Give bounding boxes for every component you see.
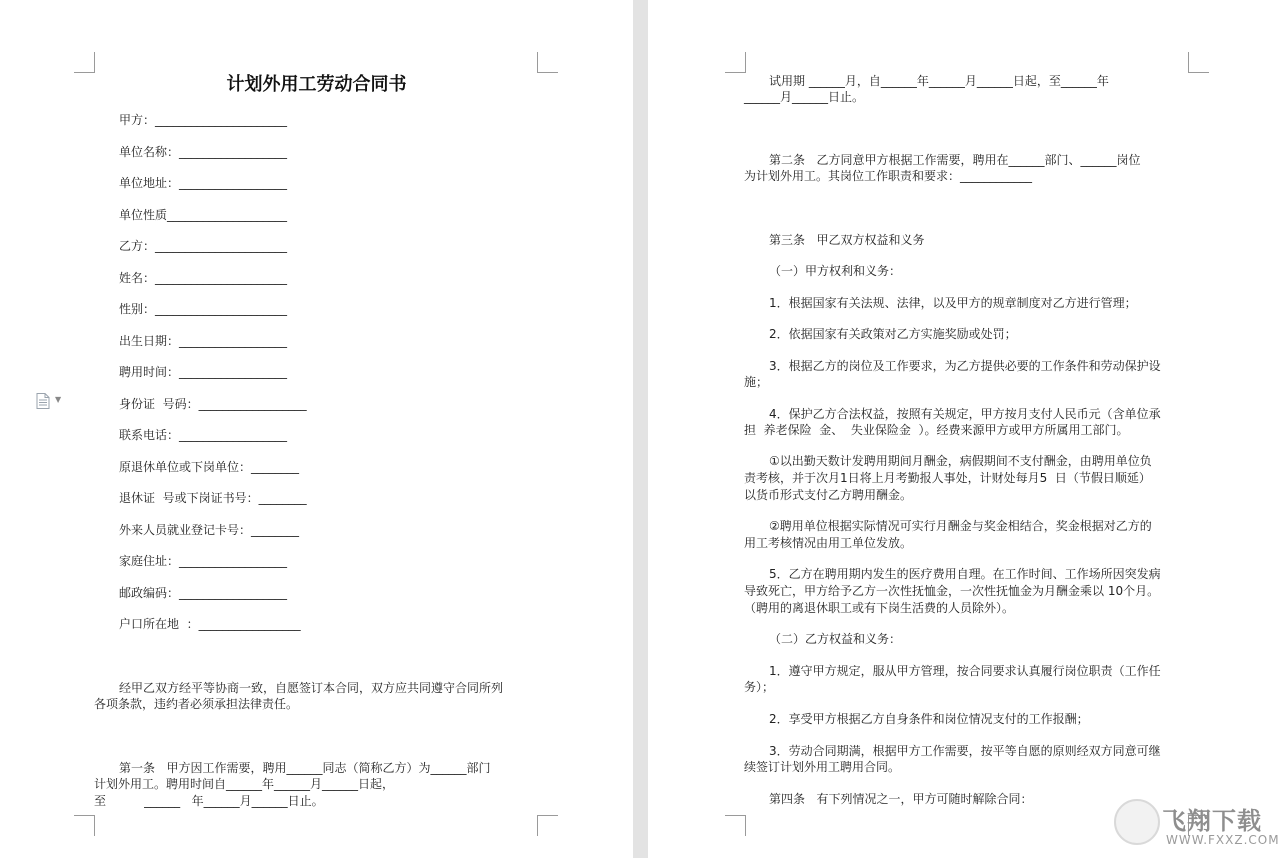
form-field-line: 甲方：______________________ [119, 113, 288, 127]
paragraph-line: 施； [744, 375, 769, 389]
form-field-line: 家庭住址：__________________ [119, 554, 288, 568]
paragraph-line: 以货币形式支付乙方聘用酬金。 [744, 488, 913, 502]
site-watermark [1112, 797, 1280, 853]
paragraph-line: 计划外用工。聘用时间自______年______月______日起， [94, 777, 395, 791]
paragraph-line: 2．依据国家有关政策对乙方实施奖励或处罚； [769, 327, 1017, 341]
paragraph-line: 5．乙方在聘用期内发生的医疗费用自理。在工作时间、工作场所因突发病 [769, 567, 1161, 581]
paragraph-line: 务）； [744, 680, 775, 694]
paragraph-line: 第一条 甲方因工作需要，聘用______同志（简称乙方）为______部门 [119, 761, 491, 775]
page-gutter [633, 0, 648, 858]
paragraph-line: 第二条 乙方同意甲方根据工作需要，聘用在______部门、______岗位 [769, 153, 1141, 167]
paragraph-line: 至 ______ 年______月______日止。 [94, 794, 324, 808]
page-corner-mark [725, 52, 746, 73]
document-page-2 [648, 0, 1280, 858]
paragraph-line: ①以出勤天数计发聘用期间月酬金，病假期间不支付酬金，由聘用单位负 [769, 454, 1152, 468]
paragraph-line: （聘用的离退休职工或有下岗生活费的人员除外）。 [744, 601, 1015, 615]
document-title: 计划外用工劳动合同书 [226, 74, 407, 95]
paragraph-line: 责考核，并于次月1日将上月考勤报人事处，计财处每月5 日（节假日顺延） [744, 471, 1151, 485]
paragraph-line: 导致死亡，甲方给予乙方一次性抚恤金，一次性抚恤金为月酬金乘以 10个月。 [744, 584, 1160, 598]
form-field-line: 户口所在地 ：_________________ [119, 617, 301, 631]
form-field-line: 身份证 号码：__________________ [119, 397, 307, 411]
paragraph-line: 2．享受甲方根据乙方自身条件和岗位情况支付的工作报酬； [769, 712, 1089, 726]
document-page-1 [0, 0, 633, 858]
paragraph-line: 3．根据乙方的岗位及工作要求，为乙方提供必要的工作条件和劳动保护设 [769, 359, 1161, 373]
paragraph-line: 各项条款，违约者必须承担法律责任。 [94, 697, 299, 711]
form-field-line: 单位地址：__________________ [119, 176, 288, 190]
paragraph-line: ______月______日止。 [744, 90, 865, 104]
page-corner-mark [1188, 52, 1209, 73]
paragraph-line: ②聘用单位根据实际情况可实行月酬金与奖金相结合，奖金根据对乙方的 [769, 519, 1152, 533]
section-heading: 第四条 有下列情况之一，甲方可随时解除合同： [769, 792, 1033, 806]
section-heading: 第三条 甲乙双方权益和义务 [769, 233, 925, 247]
form-field-line: 单位性质____________________ [119, 208, 288, 222]
form-field-line: 姓名：______________________ [119, 271, 288, 285]
form-field-line: 外来人员就业登记卡号：________ [119, 523, 300, 537]
form-field-line: 退休证 号或下岗证书号：________ [119, 491, 307, 505]
form-field-line: 聘用时间：__________________ [119, 365, 288, 379]
paragraph-line: 担 养老保险 金、 失业保险金 ）。经费来源甲方或甲方所属用工部门。 [744, 423, 1129, 437]
paragraph-line: 1．遵守甲方规定，服从甲方管理，按合同要求认真履行岗位职责（工作任 [769, 664, 1161, 678]
paragraph-line: 续签订计划外用工聘用合同。 [744, 760, 901, 774]
paragraph-line: 1．根据国家有关法规、法律，以及甲方的规章制度对乙方进行管理； [769, 296, 1137, 310]
paragraph-line: 用工考核情况由用工单位发放。 [744, 536, 913, 550]
watermark-url: WWW.FXXZ.COM [1166, 833, 1280, 847]
paragraph-line: 4．保护乙方合法权益，按照有关规定，甲方按月支付人民币元（含单位承 [769, 407, 1161, 421]
page-corner-mark [537, 815, 558, 836]
form-field-line: 性别：______________________ [119, 302, 288, 316]
watermark-logo-icon [1114, 799, 1160, 845]
form-field-line: 原退休单位或下岗单位：________ [119, 460, 300, 474]
form-field-line: 单位名称：__________________ [119, 145, 288, 159]
page-corner-mark [725, 815, 746, 836]
dropdown-caret-icon[interactable]: ▼ [55, 395, 62, 404]
subsection-heading: （一）甲方权利和义务： [769, 264, 902, 278]
form-field-line: 邮政编码：__________________ [119, 586, 288, 600]
paragraph-line: 为计划外用工。其岗位工作职责和要求：____________ [744, 169, 1033, 183]
page-corner-mark [74, 815, 95, 836]
watermark-text: 飞翔下载 [1162, 807, 1262, 835]
document-icon[interactable] [36, 393, 50, 409]
paragraph-line: 试用期 ______月，自______年______月______日起，至______年 [769, 74, 1109, 88]
form-field-line: 乙方：______________________ [119, 239, 288, 253]
form-field-line: 出生日期：__________________ [119, 334, 288, 348]
form-field-line: 联系电话：__________________ [119, 428, 288, 442]
paragraph-line: 3．劳动合同期满，根据甲方工作需要，按平等自愿的原则经双方同意可继 [769, 744, 1161, 758]
subsection-heading: （二）乙方权益和义务： [769, 632, 902, 646]
paragraph-line: 经甲乙双方经平等协商一致，自愿签订本合同，双方应共同遵守合同所列 [119, 681, 504, 695]
